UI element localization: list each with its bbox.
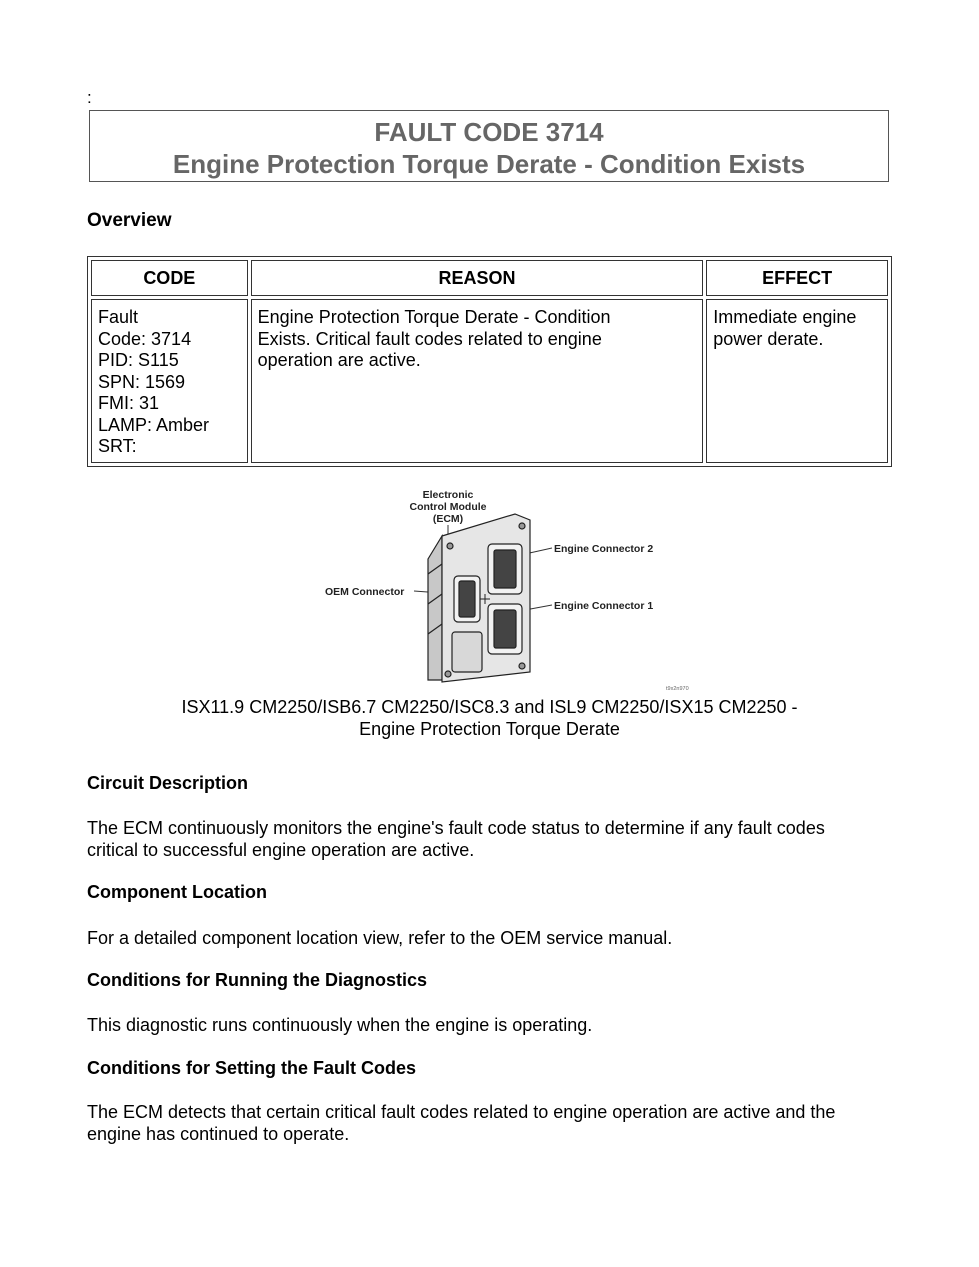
circuit-description-text [87,817,892,861]
running-diagnostics-text: This diagnostic runs continuously when the engine is operating. [87,1015,593,1035]
ecm-label-line3: (ECM) [432,513,464,525]
header-reason: REASON [251,260,704,296]
effect-line: Immediate engine [713,307,857,327]
code-line: SRT: [98,436,137,456]
ecm-label-line2: Control Module [409,501,487,513]
component-location-heading: Component Location [87,882,267,902]
text-line: engine has continued to operate. [87,1124,350,1144]
text-line: critical to successful engine operation are active. [87,840,475,860]
overview-table [87,256,892,467]
engine-connector-1-label: Engine Connector 1 [554,600,654,612]
effect-line: power derate. [713,328,824,349]
oem-connector-label: OEM Connector [325,586,405,598]
text-line: The ECM continuously monitors the engine's fault code status to determine if any fault codes [87,818,825,838]
code-line: LAMP: Amber [98,414,210,435]
table-row [91,299,888,463]
code-line: FMI: 31 [98,393,160,413]
header-effect: EFFECT [706,260,888,296]
code-line: PID: S115 [98,350,179,370]
table-header-row [91,260,888,296]
figure-caption [87,696,892,740]
overview-heading: Overview [87,210,172,231]
setting-fault-codes-text [87,1101,892,1145]
engine-connector-2-label: Engine Connector 2 [554,543,654,555]
caption-line2: Engine Protection Torque Derate [359,719,620,739]
effect-cell [706,299,888,463]
ecm-label-line1: Electronic [422,489,474,501]
fault-code-title: FAULT CODE 3714 [374,117,604,147]
reason-cell [251,299,704,463]
reason-line: Engine Protection Torque Derate - Condition [257,307,611,327]
ecm-diagram [320,484,700,690]
figure-reference: t9x2n970 [666,686,689,690]
fault-code-title-box [89,110,889,182]
circuit-description-heading: Circuit Description [87,773,249,793]
page-marker: : [87,88,92,107]
reason-line: operation are active. [257,350,421,370]
code-line: Fault [98,307,139,327]
setting-fault-codes-heading: Conditions for Setting the Fault Codes [87,1058,416,1078]
code-cell [91,299,248,463]
running-diagnostics-heading: Conditions for Running the Diagnostics [87,970,427,990]
code-line: Code: 3714 [98,328,192,349]
header-code: CODE [91,260,248,296]
code-line: SPN: 1569 [98,371,186,392]
component-location-text: For a detailed component location view, refer to the OEM service manual. [87,928,673,948]
caption-line1: ISX11.9 CM2250/ISB6.7 CM2250/ISC8.3 and ISL9 CM2250/ISX15 CM2250 - [181,697,798,717]
reason-line: Exists. Critical fault codes related to engine [257,328,602,349]
fault-code-subtitle: Engine Protection Torque Derate - Condition Exists [172,149,806,179]
text-line: The ECM detects that certain critical fault codes related to engine operation are active and the [87,1102,836,1122]
